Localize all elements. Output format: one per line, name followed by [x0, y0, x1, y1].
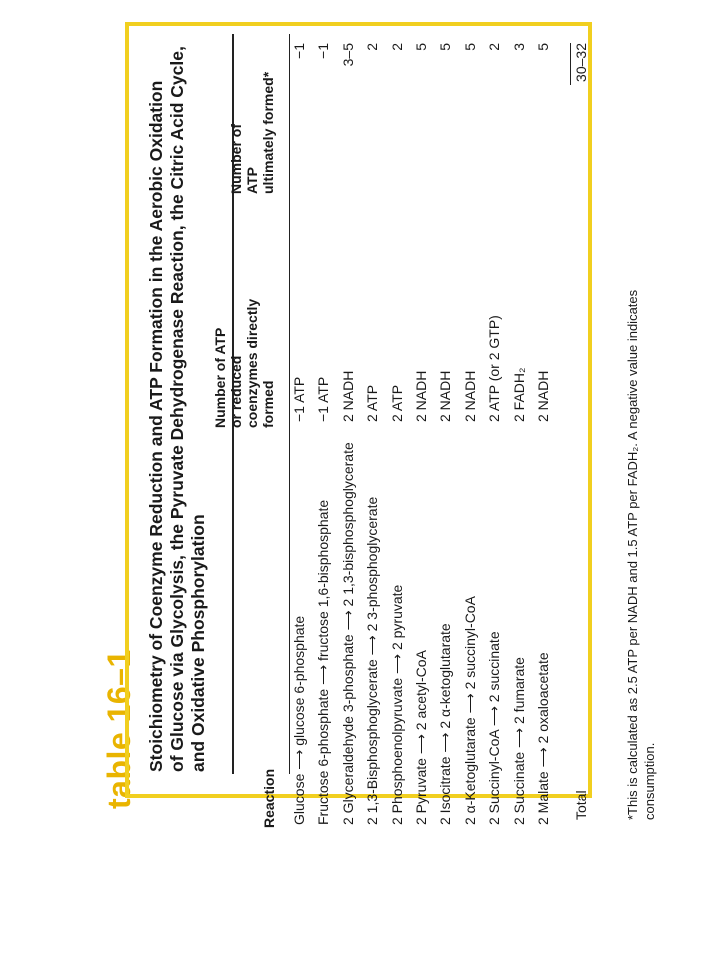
- reaction-cell: 2 Pyruvate ⟶ 2 acetyl-CoA: [413, 650, 429, 825]
- atp-cell: 5: [461, 43, 478, 51]
- coenzymes-cell: 2 ATP: [364, 384, 381, 422]
- reaction-cell: Glucose ⟶ glucose 6-phosphate: [291, 615, 307, 825]
- reaction-cell: 2 Succinyl-CoA ⟶ 2 succinate: [486, 631, 503, 825]
- coenzymes-cell: 2 FADH₂: [510, 367, 527, 422]
- coenzymes-cell: 2 ATP: [388, 384, 405, 422]
- atp-cell: 5: [413, 43, 429, 51]
- total-rule: [570, 43, 571, 85]
- coenzymes-cell: 2 NADH: [339, 370, 356, 422]
- column-header-reaction: Reaction: [261, 768, 277, 828]
- title-line: and Oxidative Phosphorylation: [188, 514, 208, 772]
- total-label: Total: [573, 790, 589, 820]
- reaction-cell: 2 Malate ⟶ 2 oxaloacetate: [535, 652, 551, 825]
- title-line: of Glucose via Glycolysis, the Pyruvate Dehydrogenase Reaction, the Citric Acid Cycle,: [167, 46, 187, 772]
- header-line: or reduced: [228, 355, 244, 428]
- header-line: coenzymes directly: [244, 298, 260, 428]
- footnote: *This is calculated as 2.5 ATP per NADH and 1.5 ATP per FADH₂. A negative value indicates consumption.: [625, 289, 657, 820]
- column-header-coenzymes: [212, 299, 276, 428]
- coenzymes-cell: 2 NADH: [535, 370, 551, 422]
- coenzymes-cell: −1 ATP: [291, 376, 307, 422]
- table-label: table 16–1: [101, 649, 137, 809]
- atp-cell: 3–5: [339, 43, 356, 67]
- title-line: Stoichiometry of Coenzyme Reduction and ATP Formation in the Aerobic Oxidation: [146, 80, 166, 772]
- atp-cell: 5: [437, 43, 454, 51]
- reaction-cell: 2 Glyceraldehyde 3-phosphate ⟶ 2 1,3-bisphosphoglycerate: [339, 442, 356, 825]
- column-header-atp: [228, 72, 276, 194]
- atp-cell: 3: [510, 43, 527, 51]
- reaction-cell: Fructose 6-phosphate ⟶ fructose 1,6-bisphosphate: [315, 499, 332, 825]
- atp-cell: −1: [315, 43, 332, 59]
- total-atp: 30–32: [573, 43, 589, 82]
- reaction-cell: 2 α-Ketoglutarate ⟶ 2 succinyl-CoA: [461, 596, 478, 825]
- reaction-cell: 2 1,3-Bisphosphoglycerate ⟶ 2 3-phosphoglycerate: [364, 496, 381, 825]
- header-line: ultimately formed*: [260, 71, 276, 194]
- atp-cell: 2: [486, 43, 503, 51]
- reaction-cell: 2 Isocitrate ⟶ 2 α-ketoglutarate: [437, 623, 454, 825]
- coenzymes-cell: 2 NADH: [461, 370, 478, 422]
- atp-cell: −1: [291, 43, 307, 59]
- coenzymes-cell: −1 ATP: [315, 376, 332, 422]
- coenzymes-cell: 2 NADH: [413, 370, 429, 422]
- header-line: formed: [260, 380, 276, 428]
- reaction-cell: 2 Succinate ⟶ 2 fumarate: [510, 657, 527, 825]
- header-line: ATP: [244, 167, 260, 194]
- atp-cell: 2: [388, 43, 405, 51]
- coenzymes-cell: 2 ATP (or 2 GTP): [486, 315, 503, 422]
- header-line: Number of: [228, 124, 244, 194]
- coenzymes-cell: 2 NADH: [437, 370, 454, 422]
- reaction-cell: 2 Phosphoenolpyruvate ⟶ 2 pyruvate: [388, 584, 405, 825]
- header-line: Number of ATP: [212, 327, 228, 428]
- atp-cell: 5: [535, 43, 551, 51]
- atp-cell: 2: [364, 43, 381, 51]
